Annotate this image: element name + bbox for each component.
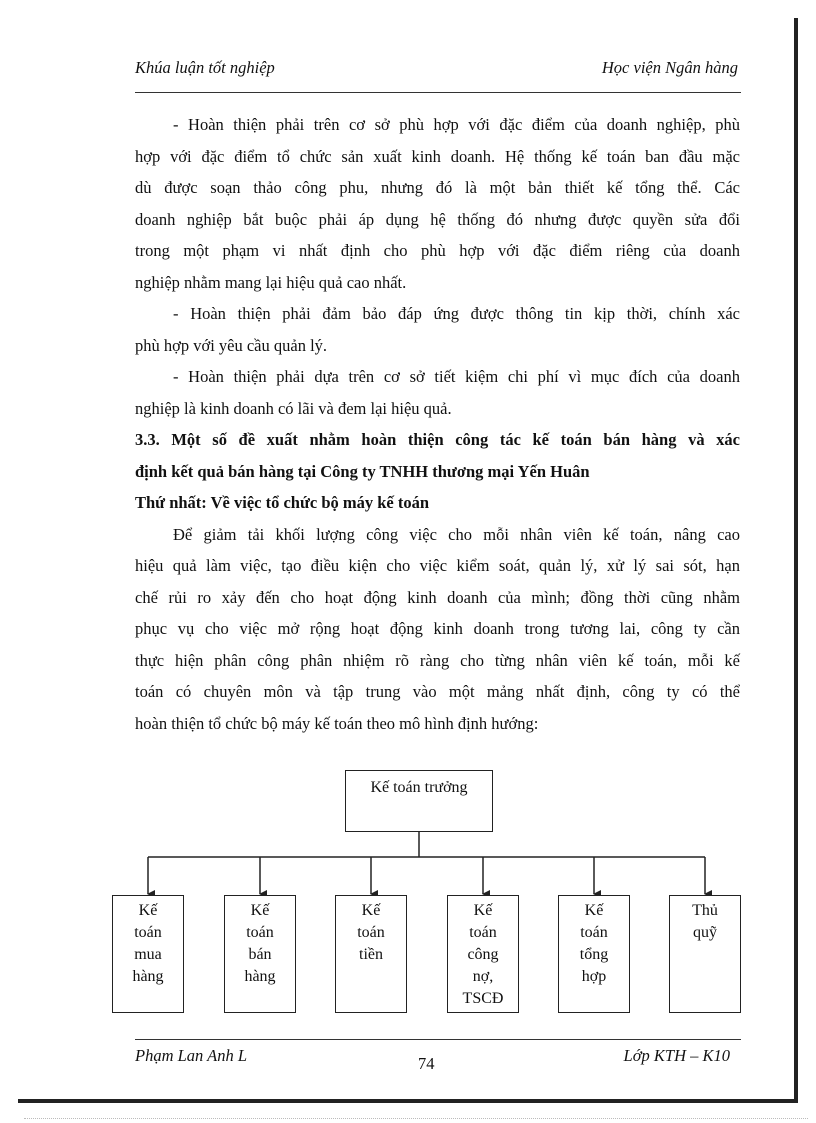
org-box-line: tiền: [359, 946, 383, 963]
org-root-label: Kế toán trưởng: [370, 779, 468, 796]
org-box-line: công: [467, 946, 499, 963]
org-box-line: hàng: [244, 968, 276, 985]
org-box-line: hợp: [581, 968, 607, 985]
paragraph-3: [135, 361, 740, 424]
footer-rule: [135, 1039, 741, 1040]
page-number: 74: [418, 1054, 435, 1073]
body-line: chế rủi ro xảy đến cho hoạt động kinh doanh của mình; đồng thời cũng nhằm: [135, 587, 740, 607]
header-rule: [135, 92, 741, 93]
org-box-line: hàng: [132, 968, 164, 985]
paragraph-2-line: - Hoàn thiện phải đảm bảo đáp ứng được thông tin kịp thời, chính xác: [173, 304, 740, 323]
org-box-thu-quy: [669, 895, 741, 1013]
org-box-line: bán: [248, 946, 272, 963]
org-box-line: mua: [134, 946, 162, 963]
body-line: phục vụ cho việc mở rộng hoạt động kinh doanh trong tương lai, công ty cần: [135, 619, 740, 638]
paragraph-1-line: doanh nghiệp bắt buộc phải áp dụng hệ thống đó nhưng được quyền sửa đổi: [135, 209, 740, 229]
paragraph-1: [135, 109, 740, 298]
footer-author: Phạm Lan Anh L: [135, 1046, 248, 1065]
body-paragraph: [135, 519, 740, 740]
org-box-line: quỹ: [693, 924, 717, 941]
paragraph-1-line: dù được soạn thảo công phu, nhưng đó là một bản thiết kế tổng thể. Các: [135, 178, 740, 197]
org-box-line: toán: [469, 924, 497, 941]
org-box-line: nợ,: [472, 968, 494, 985]
body-line: Để giảm tải khối lượng công việc cho mỗi nhân viên kế toán, nâng cao: [173, 524, 740, 544]
org-root-box: [345, 770, 493, 832]
org-box-line: toán: [357, 924, 385, 941]
section-heading-line: 3.3. Một số đề xuất nhằm hoàn thiện công tác kế toán bán hàng và xác: [135, 430, 740, 449]
org-box-line: Kế: [250, 902, 270, 919]
footer-class: Lớp KTH – K10: [623, 1046, 730, 1065]
body-line: hoàn thiện tổ chức bộ máy kế toán theo mô hình định hướng:: [135, 713, 539, 733]
paragraph-1-line: nghiệp nhằm mang lại hiệu quả cao nhất.: [135, 272, 407, 292]
org-box-line: Kế: [473, 902, 493, 919]
paragraph-1-line: trong một phạm vi nhất định cho phù hợp với đặc điểm riêng của doanh: [135, 241, 740, 260]
org-box-ke-toan-ban-hang: [224, 895, 296, 1013]
body-line: thực hiện phân công phân nhiệm rõ ràng cho từng nhân viên kế toán, mỗi kế: [135, 650, 740, 670]
org-box-ke-toan-mua-hang: [112, 895, 184, 1013]
org-box-line: Kế: [361, 902, 381, 919]
org-box-line: Kế: [138, 902, 158, 919]
page-content: [135, 109, 740, 739]
section-heading-line: định kết quả bán hàng tại Công ty TNHH thương mại Yến Huân: [135, 461, 590, 481]
body-line: hiệu quả làm việc, tạo điều kiện cho việc kiểm soát, quản lý, xử lý sai sót, hạn: [135, 556, 740, 575]
paragraph-2-line: phù hợp với yêu cầu quản lý.: [135, 335, 328, 355]
org-box-line: Thủ: [692, 902, 718, 919]
paragraph-2: [135, 298, 740, 361]
org-box-line: Kế: [584, 902, 604, 919]
org-box-line: toán: [580, 924, 608, 941]
org-box-ke-toan-cong-no: [447, 895, 519, 1013]
org-box-ke-toan-tien: [335, 895, 407, 1013]
paragraph-3-line: nghiệp là kinh doanh có lãi và đem lại hiệu quả.: [135, 398, 452, 418]
org-box-line: TSCĐ: [462, 990, 504, 1007]
subheading: Thứ nhất: Về việc tổ chức bộ máy kế toán: [135, 493, 430, 512]
org-box-ke-toan-tong-hop: [558, 895, 630, 1013]
header-right-title: Học viện Ngân hàng: [601, 58, 738, 77]
org-box-line: toán: [134, 924, 162, 941]
org-box-line: tổng: [579, 946, 609, 963]
paragraph-1-line: - Hoàn thiện phải trên cơ sở phù hợp với đặc điểm của doanh nghiệp, phù: [173, 115, 740, 134]
page-bottom-divider: [24, 1118, 808, 1119]
org-box-line: toán: [246, 924, 274, 941]
paragraph-1-line: hợp với đặc điểm tổ chức sản xuất kinh doanh. Hệ thống kế toán ban đầu mặc: [135, 146, 740, 166]
paragraph-3-line: - Hoàn thiện phải dựa trên cơ sở tiết kiệm chi phí vì mục đích của doanh: [173, 367, 740, 386]
body-line: toán có chuyên môn và tập trung vào một mảng nhất định, công ty có thể: [135, 682, 740, 701]
section-heading: [135, 424, 740, 487]
header-left-title: Khúa luận tốt nghiệp: [135, 58, 275, 77]
